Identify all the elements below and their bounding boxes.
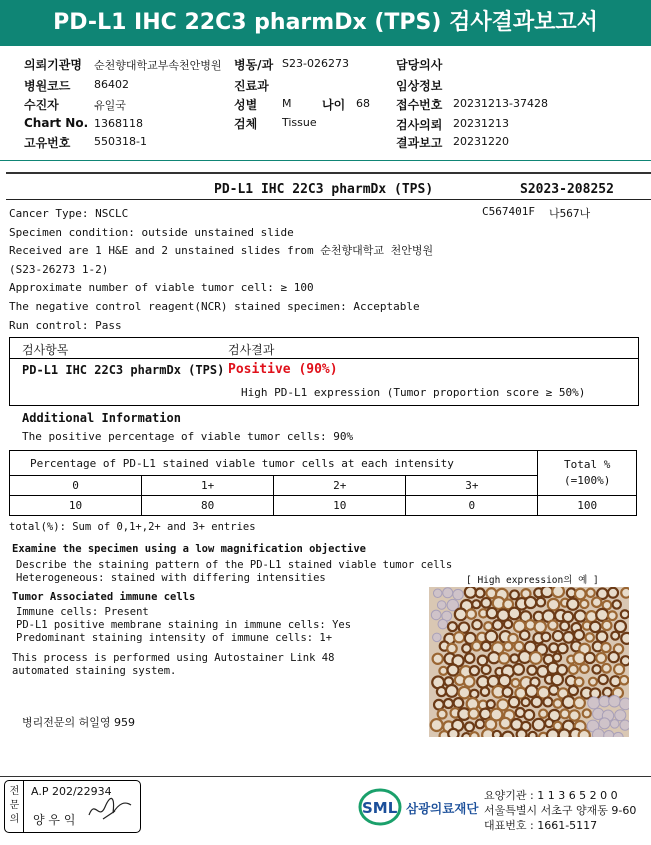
additional-text: The positive percentage of viable tumor cells: 90%: [22, 430, 354, 443]
info-line: Approximate number of viable tumor cell: ≥ 100: [9, 281, 314, 295]
stained-cell: [503, 687, 513, 697]
column-header: 3+: [406, 476, 538, 496]
stained-cell: [476, 720, 485, 729]
stained-cell: [444, 699, 453, 708]
stained-cell: [609, 695, 621, 707]
id-label: 고유번호: [24, 136, 71, 150]
stained-cell: [511, 719, 522, 730]
stained-cell: [443, 588, 453, 598]
institution-label: 의뢰기관명: [24, 58, 82, 72]
age-value: 68: [356, 97, 370, 110]
column-header: 1+: [142, 476, 274, 496]
stained-cell: [596, 653, 606, 663]
slide-code: C567401F: [482, 205, 535, 218]
institution-number: 요양기관 : 1 1 3 6 5 2 0 0: [484, 789, 618, 802]
stained-cell: [478, 656, 488, 666]
footer-rule: [0, 776, 651, 777]
stained-cell: [559, 729, 570, 737]
total-note: total(%): Sum of 0,1+,2+ and 3+ entries: [9, 521, 256, 533]
stained-cell: [563, 696, 575, 708]
stained-cell: [586, 611, 597, 622]
immune-line3: Predominant staining intensity of immune cells: 1+: [16, 632, 333, 644]
stained-cell: [539, 710, 547, 718]
examine-line2: Heterogeneous: stained with differing intensities: [16, 572, 326, 584]
hospital-code-value: 86402: [94, 78, 129, 91]
stained-cell: [439, 667, 447, 675]
report-date-label: 결과보고: [396, 136, 443, 150]
examine-line1: Describe the staining pattern of the PD-L1 stained viable tumor cells: [16, 559, 453, 571]
stained-cell: [486, 588, 496, 598]
stained-cell: [502, 732, 513, 737]
stained-cell: [599, 675, 608, 684]
chart-value: 1368118: [94, 117, 143, 130]
stained-cell: [481, 687, 489, 695]
stained-cell: [585, 653, 595, 663]
request-label: 검사의뢰: [396, 118, 443, 132]
stained-cell: [470, 732, 478, 737]
stained-cell: [509, 608, 521, 620]
stained-cell: [467, 609, 476, 618]
stained-cell: [548, 599, 559, 610]
stained-cell: [509, 697, 519, 707]
stained-cell: [481, 598, 491, 608]
stained-cell: [476, 589, 485, 598]
immune-line1: Immune cells: Present: [16, 606, 149, 618]
stained-cell: [437, 687, 446, 696]
signature-scribble: [85, 795, 135, 825]
intensity-header: Percentage of PD-L1 stained viable tumor cells at each intensity: [10, 451, 538, 476]
stained-cell: [542, 633, 551, 642]
stained-cell: [448, 665, 459, 676]
stained-cell: [510, 654, 518, 662]
stained-cell: [610, 720, 619, 729]
stained-cell: [621, 633, 629, 644]
stained-cell: [604, 731, 614, 737]
address: 서울특별시 서초구 양재동 9-60: [484, 804, 637, 817]
stained-cell: [615, 710, 626, 721]
section-rule: [6, 172, 651, 174]
immune-line2: PD-L1 positive membrane staining in immune cells: Yes: [16, 619, 352, 631]
stained-cell: [469, 709, 479, 719]
chart-label: Chart No.: [24, 116, 89, 130]
process-line2: automated staining system.: [12, 665, 177, 677]
stained-cell: [592, 665, 600, 673]
stained-cell: [545, 719, 553, 727]
info-line: (S23-26273 1-2): [9, 262, 109, 276]
stained-cell: [603, 688, 612, 697]
examinee-value: 유일국: [94, 99, 126, 112]
stained-cell: [431, 610, 441, 620]
result-box-rule: [10, 358, 638, 359]
intensity-table: [9, 450, 637, 516]
stained-cell: [620, 698, 629, 710]
stained-cell: [620, 720, 629, 730]
stained-cell: [480, 709, 491, 720]
pathologist: 병리전문의 허일영 959: [22, 716, 135, 729]
stained-cell: [470, 690, 478, 698]
stained-cell: [567, 598, 578, 609]
stained-cell: [586, 589, 594, 597]
stained-cell: [446, 685, 458, 697]
stained-cell: [547, 729, 559, 737]
stained-cell: [602, 664, 611, 673]
stained-cell: [563, 632, 574, 643]
stained-cell: [433, 589, 441, 597]
stained-cell: [589, 678, 597, 686]
stained-cell: [472, 642, 481, 651]
stained-cell: [453, 589, 463, 599]
test-title: PD-L1 IHC 22C3 pharmDx (TPS): [214, 182, 434, 197]
examine-heading: Examine the specimen using a low magnification objective: [12, 543, 367, 555]
report-number: S2023-208252: [520, 182, 614, 197]
stained-cell: [532, 697, 542, 707]
foundation-name: 삼광의료재단: [406, 801, 479, 816]
column-header: 2+: [274, 476, 406, 496]
stained-cell: [580, 600, 588, 608]
stained-cell: [569, 710, 579, 720]
stained-cell: [454, 698, 464, 708]
stained-cell: [484, 622, 492, 630]
item-header: 검사항목: [22, 343, 69, 357]
receipt-label: 접수번호: [396, 98, 443, 112]
stained-cell: [592, 729, 604, 737]
stained-cell: [499, 675, 510, 686]
stained-cell: [613, 600, 621, 608]
hospital-code-label: 병원코드: [24, 79, 71, 93]
sml-logo: [358, 787, 402, 831]
stained-cell: [510, 590, 519, 599]
stained-cell: [530, 652, 542, 664]
test-item: PD-L1 IHC 22C3 pharmDx (TPS): [22, 363, 225, 377]
examinee-label: 수진자: [24, 98, 59, 112]
report-date-value: 20231220: [453, 135, 509, 148]
stained-cell: [558, 644, 568, 654]
stained-cell: [574, 630, 584, 640]
sex-value: M: [282, 97, 292, 110]
stained-cell: [569, 665, 578, 674]
id-value: 550318-1: [94, 135, 147, 148]
table-cell: 10: [10, 496, 142, 516]
stained-cell: [596, 609, 608, 621]
column-header: 0: [10, 476, 142, 496]
stained-cell: [620, 676, 628, 684]
stained-cell: [608, 588, 618, 598]
stained-cell: [465, 722, 474, 731]
stained-cell: [448, 729, 458, 737]
stained-cell: [431, 719, 443, 731]
specimen-label: 검체: [234, 117, 258, 131]
stained-cell: [524, 710, 534, 720]
stained-cell: [433, 654, 443, 664]
stained-cell: [552, 587, 564, 597]
stamp-label: 전문의: [9, 786, 20, 825]
signature-stamp: [4, 780, 141, 833]
stained-cell: [575, 678, 584, 687]
specimen-info: [9, 205, 433, 335]
dept-value: S23-026273: [282, 57, 349, 70]
stained-cell: [535, 621, 546, 632]
stained-cell: [437, 601, 446, 610]
stained-cell: [465, 587, 476, 598]
table-cell: 80: [142, 496, 274, 516]
age-label: 나이: [322, 98, 346, 112]
stained-cell: [465, 653, 475, 663]
logo-text: SML: [362, 799, 398, 817]
stained-cell: [592, 598, 601, 607]
stained-cell: [560, 622, 569, 631]
stained-cell: [487, 608, 497, 618]
stained-cell: [533, 719, 545, 731]
stained-cell: [472, 600, 480, 608]
doctor-label: 담당의사: [396, 58, 443, 72]
clinical-info-label: 임상정보: [396, 79, 443, 93]
stained-cell: [514, 642, 523, 651]
stained-cell: [615, 621, 626, 632]
stained-cell: [553, 631, 563, 641]
stained-cell: [493, 620, 503, 630]
stained-cell: [621, 610, 629, 618]
stained-cell: [522, 698, 530, 706]
stained-cell: [588, 697, 600, 709]
stained-cell: [448, 622, 457, 631]
info-line: Received are 1 H&E and 2 unstained slides from 순천향대학교 천안병원: [9, 244, 434, 258]
stained-cell: [575, 610, 586, 621]
result-positive: Positive (90%): [228, 362, 338, 377]
stained-cell: [614, 664, 624, 674]
expression-level: High PD-L1 expression (Tumor proportion score ≥ 50%): [241, 386, 586, 399]
stained-cell: [543, 697, 552, 706]
stained-cell: [621, 588, 629, 598]
total-header-line1: Total %: [564, 458, 611, 471]
stained-cell: [504, 620, 512, 628]
stained-cell: [470, 666, 479, 675]
request-value: 20231213: [453, 117, 509, 130]
stained-cell: [542, 587, 553, 597]
stained-cell: [447, 644, 456, 653]
phone: 대표번호 : 1661-5117: [484, 819, 598, 832]
total-header-line2: (=100%): [564, 474, 611, 487]
report-title: PD-L1 IHC 22C3 pharmDx (TPS) 검사결과보고서: [0, 0, 651, 46]
stained-cell: [517, 729, 527, 737]
table-cell: 10: [274, 496, 406, 516]
stained-cell: [548, 620, 557, 629]
institution-value: 순천향대학교부속천안병원: [94, 59, 222, 72]
ap-number: A.P 202/22934: [31, 785, 112, 798]
stained-cell: [599, 718, 610, 729]
stained-cell: [527, 666, 536, 675]
stained-cell: [579, 730, 590, 737]
stained-cell: [526, 685, 538, 697]
info-line: Cancer Type: NSCLC: [9, 207, 129, 220]
stained-cell: [520, 631, 529, 640]
stained-cell: [574, 697, 585, 708]
stained-cell: [569, 686, 578, 695]
stained-cell: [464, 676, 475, 687]
stained-cell: [493, 731, 501, 737]
stained-cell: [608, 611, 617, 620]
stained-cell: [459, 687, 470, 698]
stained-cell: [601, 643, 610, 652]
stained-cell: [610, 676, 620, 686]
stained-cell: [454, 632, 464, 642]
result-box: [9, 337, 639, 406]
stained-cell: [609, 652, 619, 662]
info-line: Run control: Pass: [9, 318, 122, 332]
stained-cell: [580, 664, 589, 673]
stained-cell: [487, 700, 495, 708]
additional-heading: Additional Information: [22, 411, 181, 425]
receipt-value: 20231213-37428: [453, 97, 548, 110]
stained-cell: [482, 665, 491, 674]
stained-cell: [438, 710, 447, 719]
result-header: 검사결과: [228, 343, 275, 357]
ihc-micrograph: [429, 587, 629, 737]
stained-cell: [455, 608, 467, 620]
stained-cell: [462, 644, 471, 653]
stamp-divider: [23, 781, 24, 832]
table-cell-total: 100: [538, 496, 637, 516]
image-caption: [ High expression의 예 ]: [466, 575, 599, 586]
stained-cell: [504, 642, 513, 651]
stained-cell: [500, 718, 511, 729]
stained-cell: [553, 699, 562, 708]
stained-cell: [529, 732, 537, 737]
stained-cell: [552, 674, 563, 685]
total-header: [538, 451, 637, 496]
stained-cell: [472, 620, 481, 629]
block-code: 나567나: [549, 207, 591, 220]
immune-heading: Tumor Associated immune cells: [12, 591, 196, 603]
stained-cell: [525, 597, 536, 608]
specialist-name: 양 우 익: [33, 813, 76, 827]
stained-cell: [583, 709, 591, 717]
stained-cell: [434, 700, 444, 710]
dept-label: 병동/과: [234, 58, 274, 72]
clinic-label: 진료과: [234, 79, 269, 93]
info-line: Specimen condition: outside unstained slide: [9, 225, 294, 239]
sex-label: 성별: [234, 98, 258, 112]
stained-cell: [586, 633, 594, 641]
stained-cell: [560, 709, 569, 718]
stained-cell: [512, 679, 520, 687]
title-underline: [6, 199, 651, 200]
stained-cell: [513, 664, 524, 675]
stained-cell: [482, 642, 491, 651]
table-cell: 0: [406, 496, 538, 516]
stained-cell: [438, 619, 448, 629]
info-line: The negative control reagent(NCR) stained specimen: Acceptable: [9, 299, 420, 313]
stained-cell: [553, 654, 561, 662]
stained-cell: [499, 653, 510, 664]
divider: [0, 160, 651, 161]
stained-cell: [602, 621, 611, 630]
stained-cell: [536, 598, 545, 607]
stained-cell: [433, 633, 442, 642]
stained-cell: [485, 631, 497, 643]
stained-cell: [575, 589, 586, 600]
specimen-value: Tissue: [282, 116, 317, 129]
sml-logo-mark: [358, 787, 402, 827]
stained-cell: [590, 622, 600, 632]
stained-cell: [611, 632, 619, 640]
process-line1: This process is performed using Autostainer Link 48: [12, 652, 335, 664]
